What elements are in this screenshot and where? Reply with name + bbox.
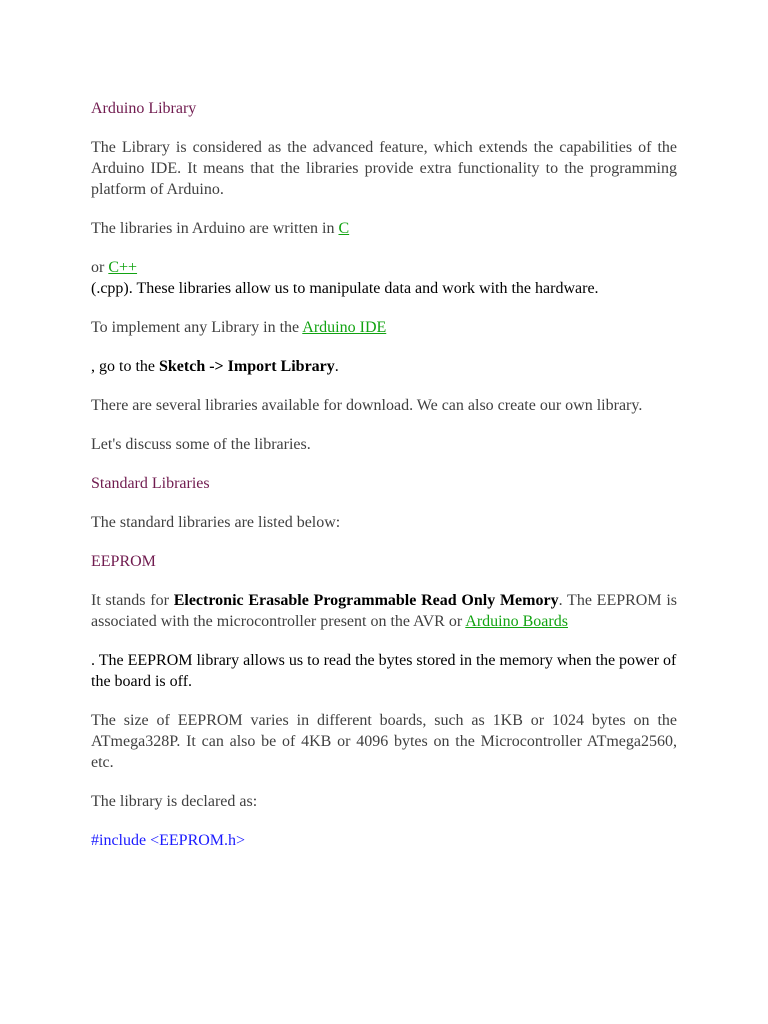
intro-paragraph: The Library is considered as the advanced feature, which extends the capabilities of the Arduino IDE. It means that the libraries provide extra functionality to the programming platform of Arduino. — [91, 139, 677, 198]
written-in-paragraph — [91, 218, 677, 239]
or-text: or — [91, 259, 109, 276]
eeprom-library-paragraph: . The EEPROM library allows us to read the bytes stored in the memory when the power of the board is off. — [91, 652, 677, 690]
include-code: #include <EEPROM.h> — [91, 832, 246, 849]
arduino-ide-link[interactable]: Arduino IDE — [302, 319, 387, 336]
arduino-boards-link[interactable]: Arduino Boards — [465, 613, 568, 630]
eeprom-size-paragraph: The size of EEPROM varies in different boards, such as 1KB or 1024 bytes on the ATmega328P. It can also be of 4KB or 4096 bytes on the Microcontroller ATmega2560, etc. — [91, 712, 677, 771]
eeprom-middle: . The EEPROM is associated with the microcontroller present on the AVR or — [91, 592, 678, 630]
eeprom-full-name: Electronic Erasable Programmable Read Only Memory — [173, 592, 559, 609]
eeprom-heading: EEPROM — [91, 553, 156, 570]
cpp-suffix-text: (.cpp). These libraries allow us to manipulate data and work with the hardware. — [91, 280, 599, 297]
discuss-paragraph: Let's discuss some of the libraries. — [91, 436, 311, 453]
page-title: Arduino Library — [91, 100, 197, 117]
eeprom-prefix: It stands for — [91, 592, 174, 609]
c-language-link[interactable]: C — [338, 220, 350, 237]
import-library-paragraph — [91, 356, 677, 377]
document-page — [91, 98, 677, 869]
declared-paragraph: The library is declared as: — [91, 793, 258, 810]
cpp-paragraph — [91, 257, 677, 299]
menu-path: Sketch -> Import Library — [159, 358, 335, 375]
cpp-language-link[interactable]: C++ — [108, 259, 138, 276]
standard-intro-paragraph: The standard libraries are listed below: — [91, 514, 341, 531]
go-prefix: , go to the — [91, 358, 159, 375]
written-in-prefix: The libraries in Arduino are written in — [91, 220, 339, 237]
implement-prefix: To implement any Library in the — [91, 319, 303, 336]
go-suffix: . — [334, 358, 339, 375]
standard-libraries-heading: Standard Libraries — [91, 475, 210, 492]
implement-paragraph — [91, 317, 677, 338]
eeprom-paragraph — [91, 590, 677, 632]
several-libraries-paragraph: There are several libraries available for download. We can also create our own library. — [91, 397, 643, 414]
